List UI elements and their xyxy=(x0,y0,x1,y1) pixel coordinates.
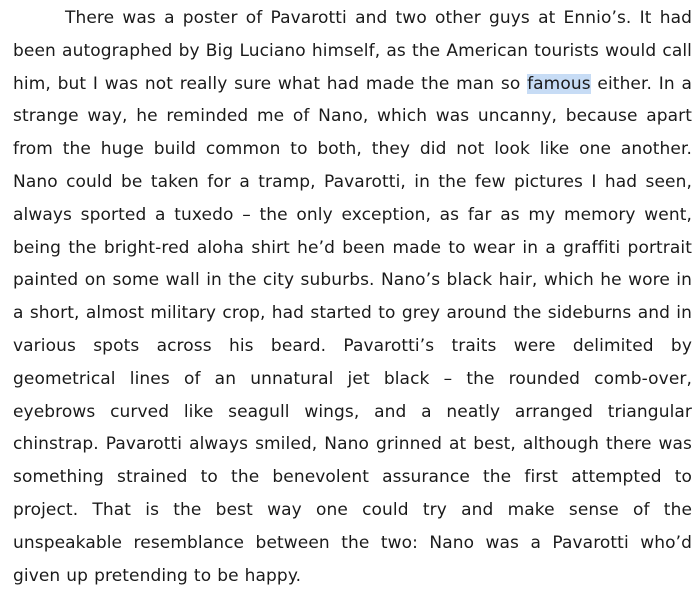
highlighted-word[interactable]: famous xyxy=(527,73,591,94)
paragraph-text-start[interactable]: There was a poster of Pavarotti and two other guys at Ennio’s. It had been autographed by Big Luciano himself, as the American tourists would call him, but I was not really sure what had made the man so xyxy=(13,8,692,94)
paragraph-text-end[interactable]: either. In a strange way, he reminded me of Nano, which was uncanny, because apart from the huge build common to both, they did not look like one another. Nano could be taken for a tramp, Pavarotti, in the few pictures I had seen, always sported a tuxedo – the only exception, as far as my memory went, being the bright-red aloha shirt he’d been made to wear in a graffiti portrait painted on some wall in the city suburbs. Nano’s black hair, which he wore in a short, almost military crop, had started to grey around the sideburns and in various spots across his beard. Pavarotti’s traits were delimited by geometrical lines of an unnatural jet black – the rounded comb-over, eyebrows curved like seagull wings, and a neatly arranged triangular chinstrap. Pavarotti always smiled, Nano grinned at best, although there was something strained to the benevolent assurance the first attempted to project. That is the best way one could try and make sense of the unspeakable resemblance between the two: Nano was a Pavarotti who’d given up pretending to be happy. xyxy=(13,73,692,586)
text-paragraph[interactable] xyxy=(13,2,692,592)
